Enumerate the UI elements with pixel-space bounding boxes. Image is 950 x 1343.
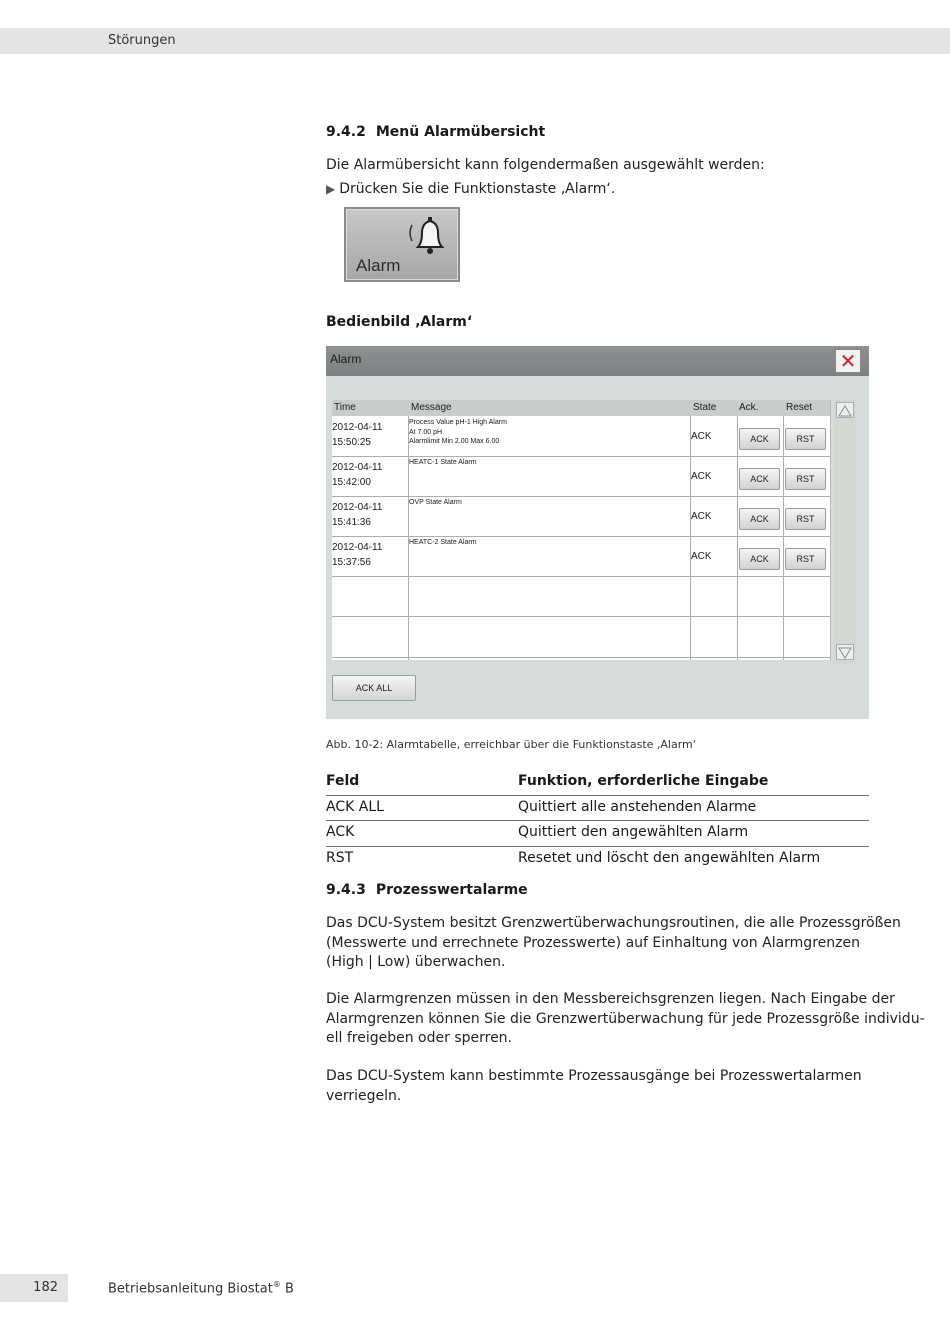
table-row[interactable]	[332, 420, 382, 450]
text-line: verriegeln.	[326, 1087, 402, 1104]
field-table	[326, 770, 869, 871]
triangle-up-icon	[837, 404, 853, 418]
rst-button[interactable]: RST	[785, 468, 826, 490]
alarm-titlebar	[326, 346, 869, 376]
scroll-down-button[interactable]	[836, 644, 854, 660]
section-number: 9.4.3	[326, 882, 366, 898]
section-number: 9.4.2	[326, 124, 366, 140]
rst-button[interactable]: RST	[785, 548, 826, 570]
screen-heading: Bedienbild ‚Alarm‘	[326, 314, 473, 330]
footer-text: Betriebsanleitung Biostat	[108, 1281, 273, 1297]
footer-suffix: B	[280, 1281, 294, 1297]
alarm-screen	[326, 346, 869, 719]
row-state: ACK	[691, 471, 712, 482]
alarm-window-title: Alarm	[330, 352, 362, 366]
text-line: (High | Low) überwachen.	[326, 954, 506, 970]
header-cell: Funktion, erforderliche Eingabe	[518, 773, 769, 789]
row-time: 15:42:00	[332, 477, 371, 488]
footer-title	[108, 1280, 294, 1296]
table-cell: Quittiert den angewählten Alarm	[518, 824, 749, 840]
paragraph	[326, 990, 925, 1049]
row-state: ACK	[691, 551, 712, 562]
table-cell: Resetet und löscht den angewählten Alarm	[518, 849, 821, 866]
rst-button[interactable]: RST	[785, 508, 826, 530]
page-number-box	[0, 1274, 68, 1302]
alarm-table-header	[332, 400, 830, 416]
close-button[interactable]	[835, 349, 861, 373]
instruction-step	[326, 180, 615, 200]
col-message: Message	[411, 402, 452, 413]
row-date: 2012-04-11	[332, 542, 383, 553]
instruction-text: Drücken Sie die Funktionstaste ‚Alarm‘.	[339, 181, 616, 197]
text-line: Das DCU-System kann bestimmte Prozessausgänge bei Prozesswertalarmen	[326, 1068, 862, 1084]
page-number: 182	[33, 1280, 58, 1295]
col-reset: Reset	[786, 402, 813, 413]
message-line: Alarmlimit Min 2.00 Max 6.00	[409, 438, 500, 445]
text-line: Das DCU-System besitzt Grenzwertüberwachungsroutinen, die alle Prozessgrößen	[326, 915, 901, 931]
header-section: Störungen	[108, 33, 176, 48]
row-time: 15:50:25	[332, 437, 371, 448]
header-cell: Feld	[326, 773, 360, 789]
table-row	[326, 821, 869, 847]
table-row[interactable]	[332, 500, 382, 530]
scroll-up-button[interactable]	[836, 402, 854, 418]
table-row	[326, 796, 869, 822]
message-line: Process Value pH-1 High Alarm	[409, 419, 507, 426]
message-line: At 7.00 pH	[409, 428, 443, 436]
alarm-key-label: Alarm	[356, 256, 401, 275]
alarm-table	[332, 400, 831, 660]
ack-button[interactable]: ACK	[739, 428, 780, 450]
text-line: ell freigeben oder sperren.	[326, 1030, 513, 1046]
ack-button[interactable]: ACK	[739, 508, 780, 530]
ack-all-button[interactable]: ACK ALL	[332, 675, 416, 701]
close-icon: ✕	[839, 349, 857, 373]
row-time: 15:37:56	[332, 557, 371, 568]
registered-mark: ®	[272, 1280, 281, 1289]
triangle-down-icon	[837, 646, 853, 660]
col-ack: Ack.	[739, 402, 759, 413]
row-state: ACK	[691, 511, 712, 522]
row-date: 2012-04-11	[332, 422, 383, 433]
paragraph	[326, 914, 901, 973]
section-title: Prozesswertalarme	[375, 882, 528, 898]
table-cell: ACK ALL	[326, 798, 384, 815]
ack-button[interactable]: ACK	[739, 468, 780, 490]
scrollbar[interactable]	[834, 400, 856, 664]
intro-text: Die Alarmübersicht kann folgendermaßen ausgewählt werden:	[326, 157, 765, 173]
row-message: OVP State Alarm	[409, 499, 462, 506]
row-message	[409, 418, 507, 447]
ack-button[interactable]: ACK	[739, 548, 780, 570]
section-title: Menü Alarmübersicht	[375, 124, 546, 140]
rst-button[interactable]: RST	[785, 428, 826, 450]
row-message: HEATC-2 State Alarm	[409, 539, 477, 546]
arrow-bullet-icon: ▶	[326, 182, 336, 196]
row-message: HEATC-1 State Alarm	[409, 459, 477, 466]
alarm-function-key[interactable]	[344, 207, 460, 282]
text-line: Alarmgrenzen können Sie die Grenzwertüberwachung für jede Prozessgröße individu-	[326, 1010, 925, 1027]
table-header-row	[326, 770, 869, 796]
table-cell: ACK	[326, 824, 355, 840]
table-row[interactable]	[332, 540, 382, 570]
table-row	[326, 847, 869, 872]
row-date: 2012-04-11	[332, 502, 383, 513]
row-state: ACK	[691, 431, 712, 442]
text-line: (Messwerte und errechnete Prozesswerte) auf Einhaltung von Alarmgrenzen	[326, 934, 860, 951]
running-header	[0, 28, 950, 54]
table-cell: Quittiert alle anstehenden Alarme	[518, 798, 757, 815]
col-time: Time	[334, 402, 356, 413]
table-cell: RST	[326, 849, 354, 866]
row-date: 2012-04-11	[332, 462, 383, 473]
bell-icon	[404, 215, 452, 259]
figure-caption: Abb. 10-2: Alarmtabelle, erreichbar über die Funktionstaste ‚Alarm‘	[326, 738, 697, 751]
section-heading-9-4-3	[326, 882, 528, 898]
text-line: Die Alarmgrenzen müssen in den Messbereichsgrenzen liegen. Nach Eingabe der	[326, 991, 895, 1007]
col-state: State	[693, 402, 717, 413]
row-time: 15:41:36	[332, 517, 371, 528]
paragraph	[326, 1067, 862, 1106]
table-row[interactable]	[332, 460, 382, 490]
section-heading-9-4-2	[326, 124, 545, 140]
